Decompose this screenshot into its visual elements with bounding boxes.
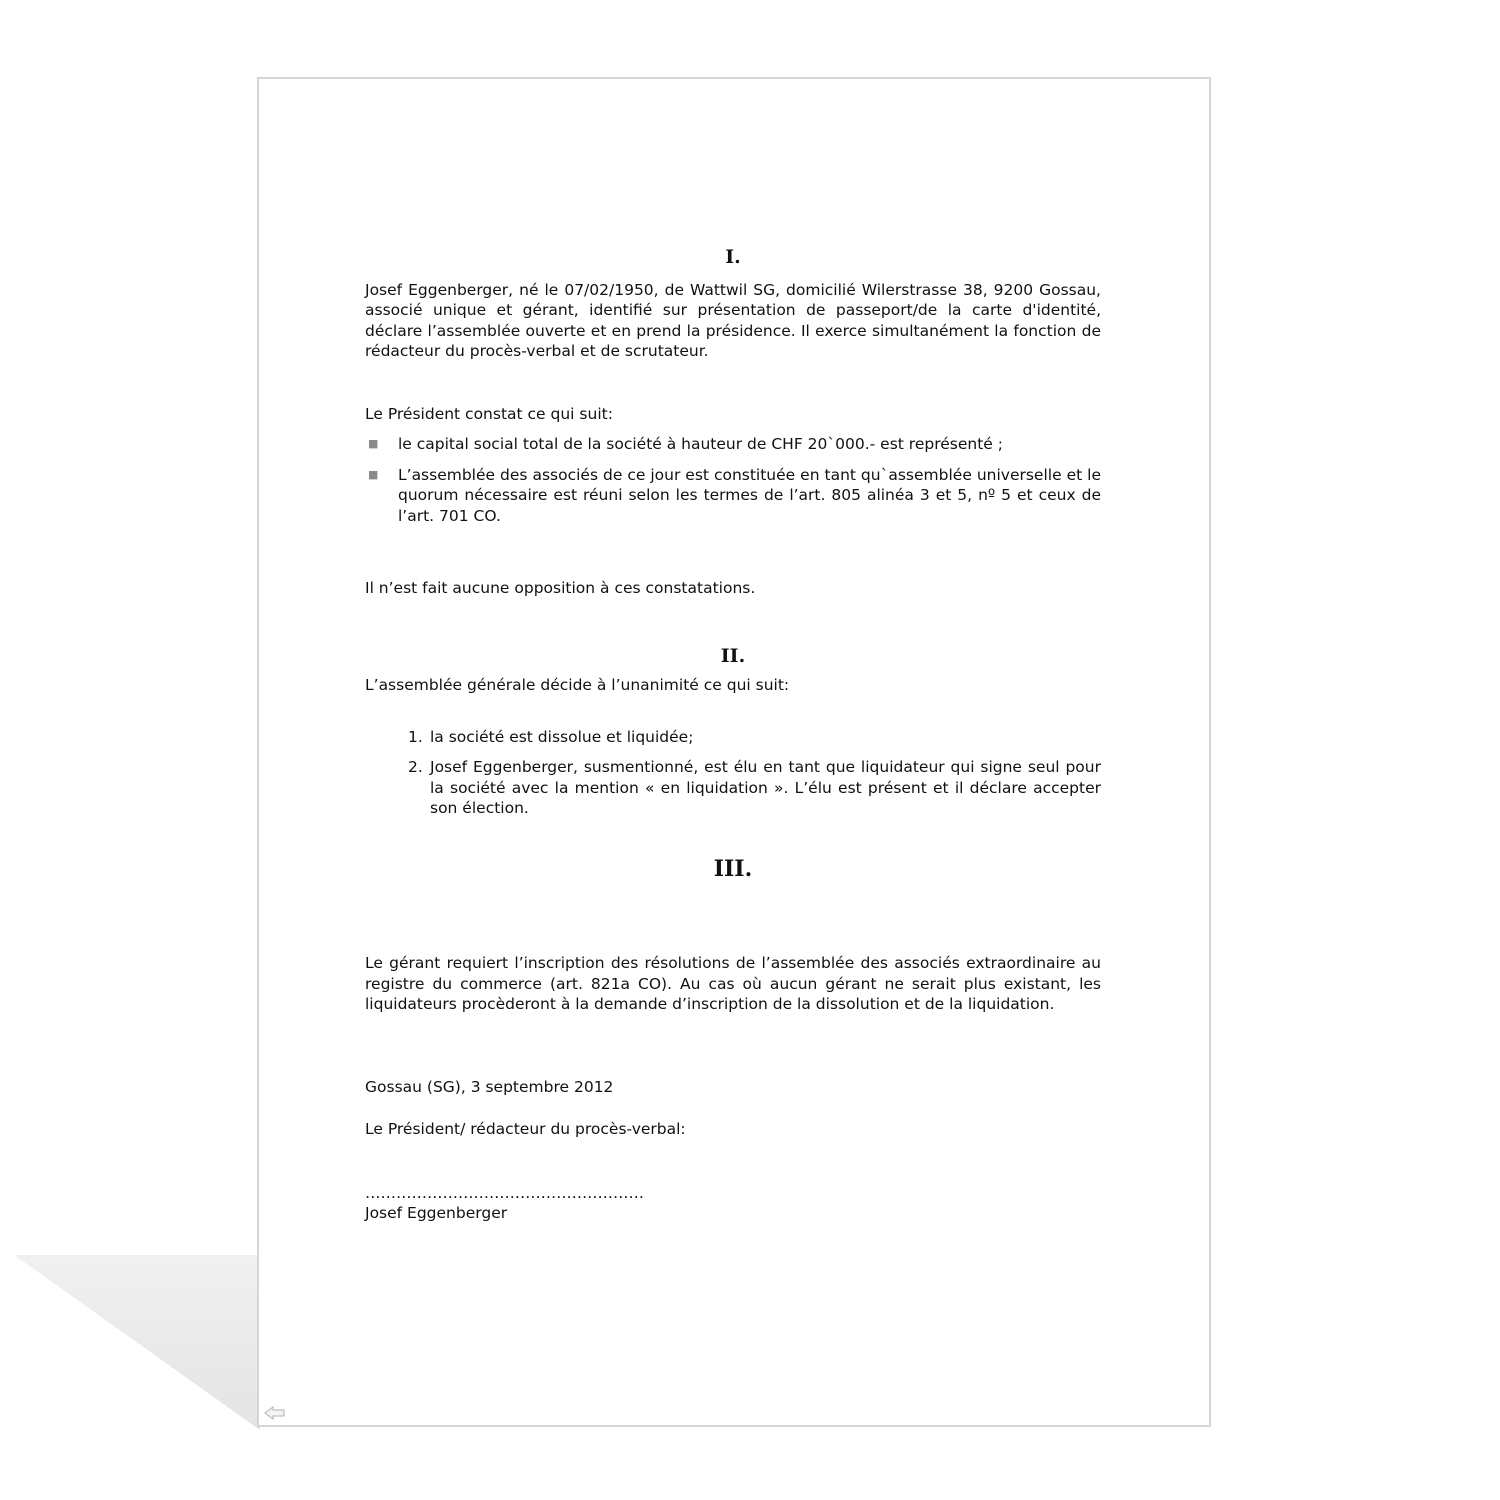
president-statement: Le Président constat ce qui suit:	[365, 404, 613, 423]
document-page	[257, 77, 1211, 1427]
signature-line: ………………………………………………	[365, 1183, 644, 1202]
section-2-heading: II.	[720, 644, 746, 667]
document-body	[365, 247, 1101, 1224]
signatory-name: Josef Eggenberger	[365, 1204, 508, 1222]
bullet-square-icon: ■	[368, 467, 379, 481]
back-arrow-icon[interactable]	[264, 1405, 286, 1421]
section-3-heading: III.	[713, 855, 753, 882]
no-opposition-statement: Il n’est fait aucune opposition à ces constatations.	[365, 579, 756, 597]
section-2-intro: L’assemblée générale décide à l’unanimité ce qui suit:	[365, 676, 790, 694]
page-shadow	[0, 1255, 260, 1430]
bullet-square-icon: ■	[368, 437, 379, 450]
findings-list	[365, 434, 1101, 526]
list-item: 2. Josef Eggenberger, susmentionné, est élu en tant que liquidateur qui signe seul pour la société avec la mention « en liquidation ». L’élu est présent et il déclare accepter son élection.	[408, 758, 1101, 817]
list-item: ■ L’assemblée des associés de ce jour est constituée en tant qu`assemblée universelle et le quorum nécessaire est réuni selon les termes de l’art. 805 alinéa 3 et 5, nº 5 et ceux de l’art. 701 CO.	[368, 465, 1101, 525]
list-item: ■ le capital social total de la société à hauteur de CHF 20`000.- est représenté ;	[368, 435, 1003, 453]
list-item: 1. la société est dissolue et liquidée;	[408, 727, 694, 746]
section-1-heading: I.	[725, 246, 741, 268]
place-date: Gossau (SG), 3 septembre 2012	[365, 1077, 614, 1096]
resolutions-list	[365, 727, 1101, 819]
section-3-text: Le gérant requiert l’inscription des résolutions de l’assemblée des associés extraordinaire au registre du commerce (art. 821a CO). Au cas où aucun gérant ne serait plus existant, les liquidateurs procèderont à la demande d’inscription de la dissolution et de la liquidation.	[365, 954, 1101, 1013]
signatory-role: Le Président/ rédacteur du procès-verbal:	[365, 1120, 686, 1138]
section-1-intro: Josef Eggenberger, né le 07/02/1950, de Wattwil SG, domicilié Wilerstrasse 38, 9200 Gossau, associé unique et gérant, identifié sur présentation de passeport/de la carte d'identité, déclare l’assemblée ouverte et en prend la présidence. Il exerce simultanément la fonction de rédacteur du procès-verbal et de scrutateur.	[365, 280, 1101, 360]
